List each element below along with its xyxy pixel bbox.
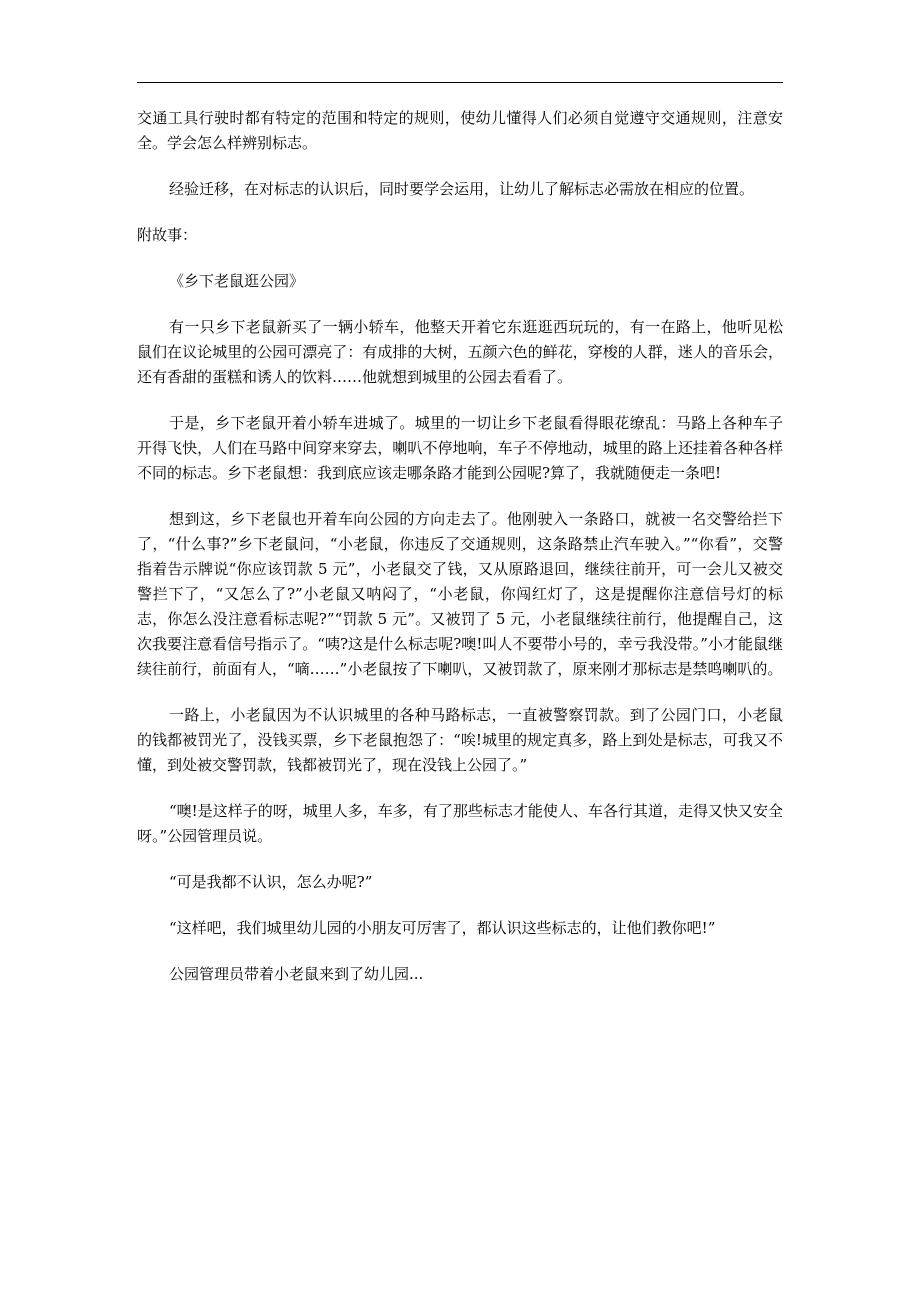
paragraph-experience-transfer: 经验迁移，在对标志的认识后，同时要学会运用，让幼儿了解标志必需放在相应的位置。 <box>169 180 755 198</box>
story-paragraph-2: 于是，乡下老鼠开着小轿车进城了。城里的一切让乡下老鼠看得眼花缭乱：马路上各种车子开得飞快，人们在马路中间穿来穿去，喇叭不停地响，车子不停地动，城里的路上还挂着各种各样不同的标志。乡下老鼠想：我到底应该走哪条路才能到公园呢?算了，我就随便走一条吧! <box>137 414 783 482</box>
story-paragraph-3: 想到这，乡下老鼠也开着车向公园的方向走去了。他刚驶入一条路口，就被一名交警给拦下了，“什么事?”乡下老鼠问，“小老鼠，你违反了交通规则，这条路禁止汽车驶入。”“你看”，交警指着告示牌说“你应该罚款 5 元”，小老鼠交了钱，又从原路退回，继续往前开，可一会儿又被交警拦下了，“又怎么了?”小老鼠又呐闷了，“小老鼠，你闯红灯了，这是提醒你注意信号灯的标志，你怎么没注意看标志呢?”“罚款 5 元”。又被罚了 5 元，小老鼠继续往前行，他提醒自己，这次我要注意看信号指示了。“咦?这是什么标志呢?噢!叫人不要带小号的，幸亏我没带。”小才能鼠继续往前行，前面有人，“嘀……”小老鼠按了下喇叭，又被罚款了，原来刚才那标志是禁鸣喇叭的。 <box>137 510 783 678</box>
story-title: 《乡下老鼠逛公园》 <box>169 272 305 290</box>
story-paragraph-5: “噢!是这样子的呀，城里人多，车多，有了那些标志才能使人、车各行其道，走得又快又安全呀。”公园管理员说。 <box>137 802 783 845</box>
header-rule <box>137 82 783 83</box>
story-paragraph-8: 公园管理员带着小老鼠来到了幼儿园... <box>169 965 424 983</box>
paragraph-objective-continued: 交通工具行驶时都有特定的范围和特定的规则，使幼儿懂得人们必须自觉遵守交通规则，注意安全。学会怎么样辨别标志。 <box>137 109 783 152</box>
paragraph-story-heading: 附故事： <box>137 226 198 244</box>
document-body <box>137 106 783 1008</box>
story-paragraph-1: 有一只乡下老鼠新买了一辆小轿车，他整天开着它东逛逛西玩玩的，有一在路上，他听见松鼠们在议论城里的公园可漂亮了：有成排的大树，五颜六色的鲜花，穿梭的人群，迷人的音乐会，还有香甜的蛋糕和诱人的饮料……他就想到城里的公园去看看了。 <box>137 318 783 386</box>
story-paragraph-7: “这样吧，我们城里幼儿园的小朋友可厉害了，都认识这些标志的，让他们教你吧!” <box>169 919 716 937</box>
story-paragraph-4: 一路上，小老鼠因为不认识城里的各种马路标志，一直被警察罚款。到了公园门口，小老鼠的钱都被罚光了，没钱买票，乡下老鼠抱怨了：“唉!城里的规定真多，路上到处是标志，可我又不懂，到处被交警罚款，钱都被罚光了，现在没钱上公园了。” <box>137 706 783 774</box>
story-paragraph-6: “可是我都不认识，怎么办呢?” <box>169 873 373 891</box>
